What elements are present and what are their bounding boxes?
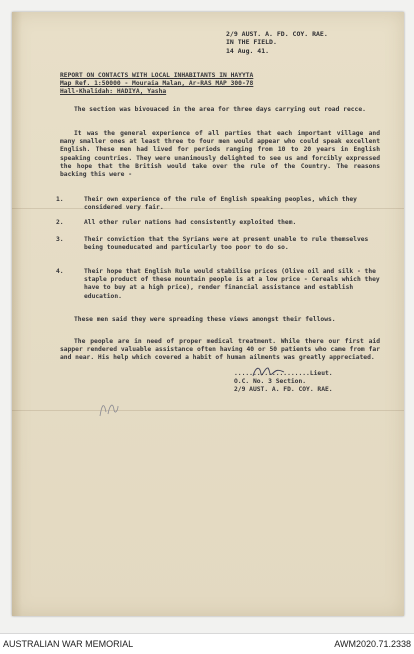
archive-footer [0,633,414,654]
list-item [56,268,384,301]
paragraph-text: It was the general experience of all parties that each important village and many smaller ones at least three to four men would appear who could speak excellent English. These men had lived for periods ranging from 10 to 20 years in English speaking countries. They were unanimously delighted to see us and forcibly expressed the hope that the British would take over the rule of the Country. The reasons backing this were - [60,130,380,179]
signature-block [234,370,333,395]
list-item-text: Their hope that English Rule would stabilise prices (Olive oil and silk - the staple product of these mountain people is at a low price - Cereals which they have to buy at a high price), render financial assistance and establish education. [84,268,380,300]
list-item [56,219,384,227]
list-item-number: 4. [56,268,64,275]
unit-line: 2/9 AUST. A. FD. COY. RAE. [226,30,328,38]
list-item-text: Their conviction that the Syrians were at present unable to rule themselves being touneducated and particularly too poor to do so. [84,236,369,252]
signature-unit: 2/9 AUST. A. FD. COY. RAE. [234,386,333,394]
paragraph-text: The people are in need of proper medical treatment. While there our first aid sapper rendered valuable assistance often having 40 or 50 patients who came from far and near. His help which covered a habit of human ailments was greatly appreciated. [60,338,380,362]
document-page [12,12,404,616]
paper-fold [12,410,404,411]
footer-institution: AUSTRALIAN WAR MEMORIAL [3,639,134,649]
paragraph-medical [60,338,380,363]
paper-edge-stain [12,12,22,616]
paragraph-text: These men said they were spreading these views amongst their fellows. [74,316,336,323]
paragraph-spreading [60,316,380,324]
list-item [56,236,384,252]
location-line: IN THE FIELD. [226,38,277,47]
list-item-number: 1. [56,196,64,203]
pencil-margin-mark [96,398,122,420]
list-item-number: 3. [56,236,64,243]
date-line: 14 Aug. 41. [226,46,270,55]
document-header [226,30,328,55]
signature-line: ....................Lieut. [234,370,333,377]
list-item [56,196,384,212]
list-item-number: 2. [56,219,64,226]
map-reference: Map Ref. 1:50000 - Mouraia Malan, Ar-RAS MAP 300-78 [60,80,254,88]
report-title: REPORT ON CONTACTS WITH LOCAL INHABITANTS IN HAYYTA [60,72,254,79]
paragraph-text: The section was bivouaced in the area for three days carrying out road recce. [74,106,366,113]
report-title-block [60,72,253,97]
place-reference: Hall-Khalidah: HADIYA, Yasha [60,88,167,96]
paragraph-experience [60,130,380,179]
footer-accession-number: AWM2020.71.2338 [334,639,411,649]
list-item-text: All other ruler nations had consistently exploited them. [84,219,297,226]
signature-title: O.C. No. 3 Section. [234,378,307,386]
list-item-text: Their own experience of the rule of English speaking peoples, which they considered very fair. [84,196,357,212]
paragraph-intro [60,106,380,114]
